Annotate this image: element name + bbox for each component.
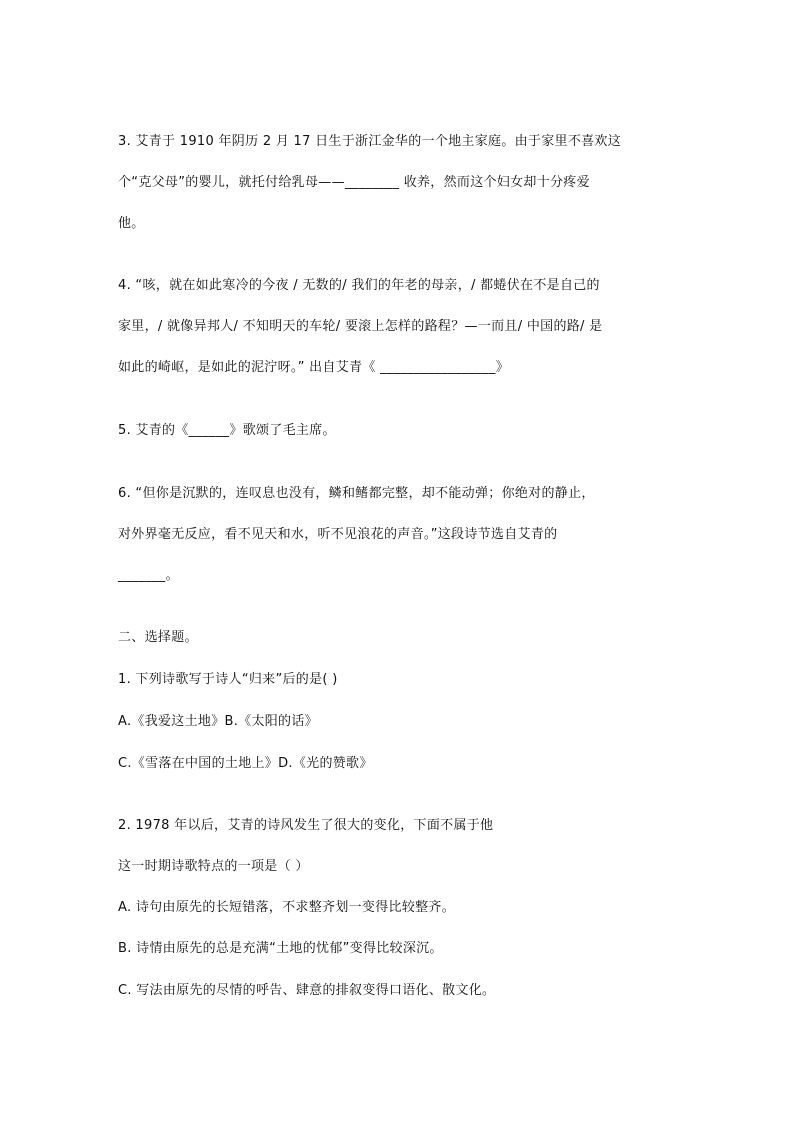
mc-2-question-line-1: 2. 1978 年以后，艾青的诗风发生了很大的变化，下面不属于他	[118, 818, 494, 833]
mc-2-option-c: C. 写法由原先的尽情的呼告、肆意的排叙变得口语化、散文化。	[118, 983, 496, 998]
mc-2-question-line-2: 这一时期诗歌特点的一项是（ ）	[118, 859, 309, 874]
question-6-line-1: 6. “但你是沉默的，连叹息也没有，鳞和鳍都完整，却不能动弹；你绝对的静止，	[118, 486, 595, 501]
question-4-line-2: 家里，/ 就像异邦人/ 不知明天的车轮/ 要滚上怎样的路程？—一而且/ 中国的路/ 是	[118, 319, 603, 334]
mc-2-option-b: B. 诗情由原先的总是充满“土地的忧郁”变得比较深沉。	[118, 941, 443, 956]
mc-1-options-cd: C.《雪落在中国的土地上》D.《光的赞歌》	[118, 756, 373, 771]
question-4-line-1: 4. “咳，就在如此寒冷的今夜 / 无数的/ 我们的年老的母亲，/ 都蜷伏在不是自己的	[118, 278, 600, 293]
mc-2-option-a: A. 诗句由原先的长短错落，不求整齐划一变得比较整齐。	[118, 900, 456, 915]
question-5-line-1: 5. 艾青的《______》歌颂了毛主席。	[118, 423, 336, 438]
question-6-line-2: 对外界毫无反应，看不见天和水，听不见浪花的声音。”这段诗节选自艾青的	[118, 527, 558, 542]
mc-1-options-ab: A.《我爱这土地》B.《太阳的话》	[118, 714, 318, 729]
question-6-line-3: _______。	[118, 568, 179, 583]
question-3-line-2: 个“克父母”的婴儿，就托付给乳母——________ 收养，然而这个妇女却十分疼爱	[118, 175, 590, 190]
section-2-title: 二、选择题。	[118, 630, 198, 645]
mc-1-question: 1. 下列诗歌写于诗人“归来”后的是( )	[118, 672, 338, 687]
question-3-line-1: 3. 艾青于 1910 年阴历 2 月 17 日生于浙江金华的一个地主家庭。由于家里不喜欢这	[118, 134, 622, 149]
question-4-line-3: 如此的崎岖，是如此的泥泞呀。” 出自艾青《 _________________》	[118, 360, 509, 375]
question-3-line-3: 他。	[118, 216, 145, 231]
